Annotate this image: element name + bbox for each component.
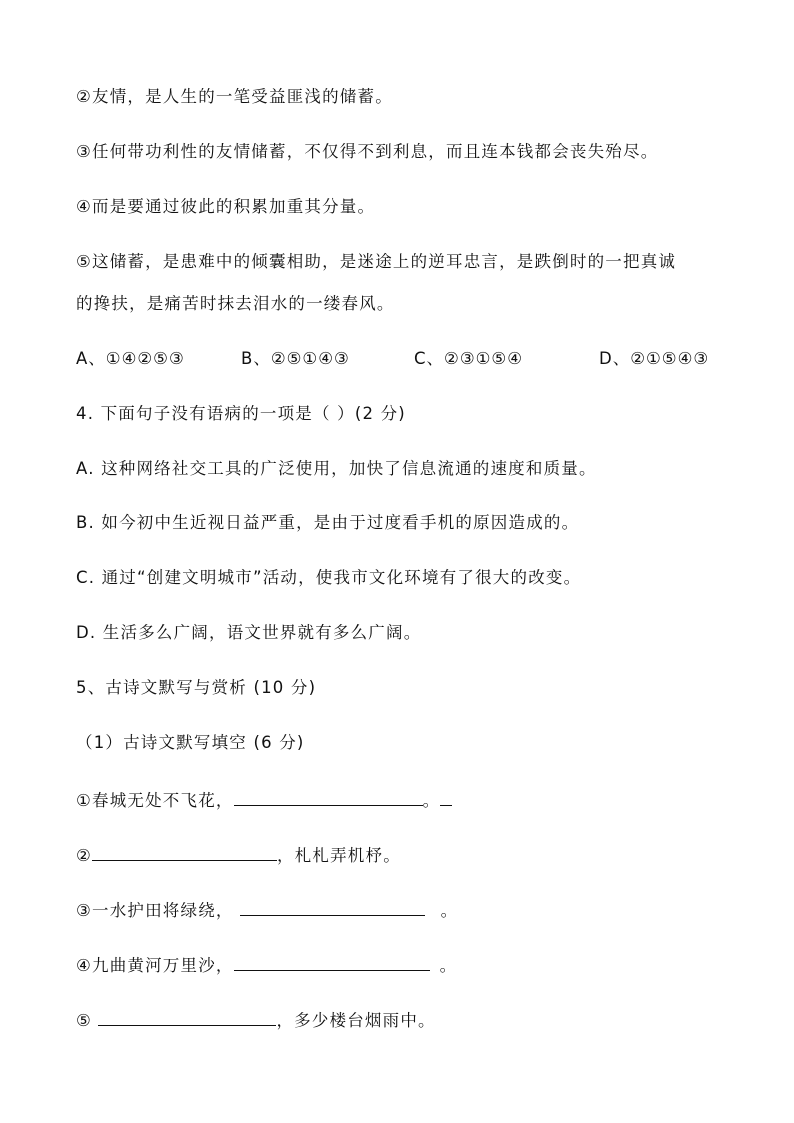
passage-sentence-3: ③任何带功利性的友情储蓄，不仅得不到利息，而且连本钱都会丧失殆尽。: [76, 142, 659, 161]
q5-item-1-prefix: ①春城无处不飞花，: [76, 791, 234, 810]
q5-item-4-prefix: ④九曲黄河万里沙，: [76, 956, 234, 975]
q5-item-4-suffix: 。: [439, 956, 458, 975]
q4-option-d: D. 生活多么广阔，语文世界就有多么广阔。: [76, 623, 422, 642]
q5-item-5-prefix: ⑤: [76, 1011, 99, 1030]
q3-option-d: D、②①⑤④③: [599, 349, 710, 368]
passage-sentence-2: ②友情，是人生的一笔受益匪浅的储蓄。: [76, 87, 393, 106]
q5-item-5: [76, 1007, 436, 1032]
q5-item-1-suffix: 。: [422, 791, 441, 810]
q3-option-a: A、①④②⑤③: [76, 349, 185, 368]
q5-subsection-1: （1）古诗文默写填空 (6 分): [76, 733, 305, 752]
q5-item-5-blank[interactable]: [98, 1007, 276, 1026]
q5-item-1-tail-line: [440, 787, 452, 806]
q4-stem: 4. 下面句子没有语病的一项是（ ）(2 分): [76, 404, 406, 423]
q5-item-2-suffix: ，札札弄机杼。: [277, 846, 401, 865]
q5-item-3-prefix: ③一水护田将绿绕，: [76, 901, 234, 920]
q5-item-2: [76, 842, 401, 867]
q5-item-5-suffix: ，多少楼台烟雨中。: [276, 1011, 436, 1030]
q5-title: 5、古诗文默写与赏析 (10 分): [76, 678, 317, 697]
q3-option-c: C、②③①⑤④: [414, 349, 523, 368]
q4-option-c: C. 通过“创建文明城市”活动，使我市文化环境有了很大的改变。: [76, 568, 582, 587]
q5-item-3-suffix: 。: [440, 901, 459, 920]
q5-item-4: [76, 952, 457, 977]
passage-sentence-5-line-2: 的搀扶，是痛苦时抹去泪水的一缕春风。: [76, 294, 395, 313]
q4-option-b: B. 如今初中生近视日益严重，是由于过度看手机的原因造成的。: [76, 513, 580, 532]
q5-item-1-blank[interactable]: [234, 787, 423, 806]
q5-item-2-blank[interactable]: [92, 842, 277, 861]
q3-option-b: B、②⑤①④③: [241, 349, 350, 368]
q4-option-a: A. 这种网络社交工具的广泛使用，加快了信息流通的速度和质量。: [76, 459, 597, 478]
q5-item-3-blank[interactable]: [240, 897, 425, 916]
passage-sentence-4: ④而是要通过彼此的积累加重其分量。: [76, 197, 376, 216]
q5-item-3: [76, 897, 458, 922]
passage-sentence-5-line-1: ⑤这储蓄，是患难中的倾囊相助，是迷途上的逆耳忠言，是跌倒时的一把真诚: [76, 252, 677, 271]
q5-item-2-prefix: ②: [76, 846, 92, 865]
q5-item-1: [76, 787, 452, 812]
q5-item-4-blank[interactable]: [234, 952, 430, 971]
